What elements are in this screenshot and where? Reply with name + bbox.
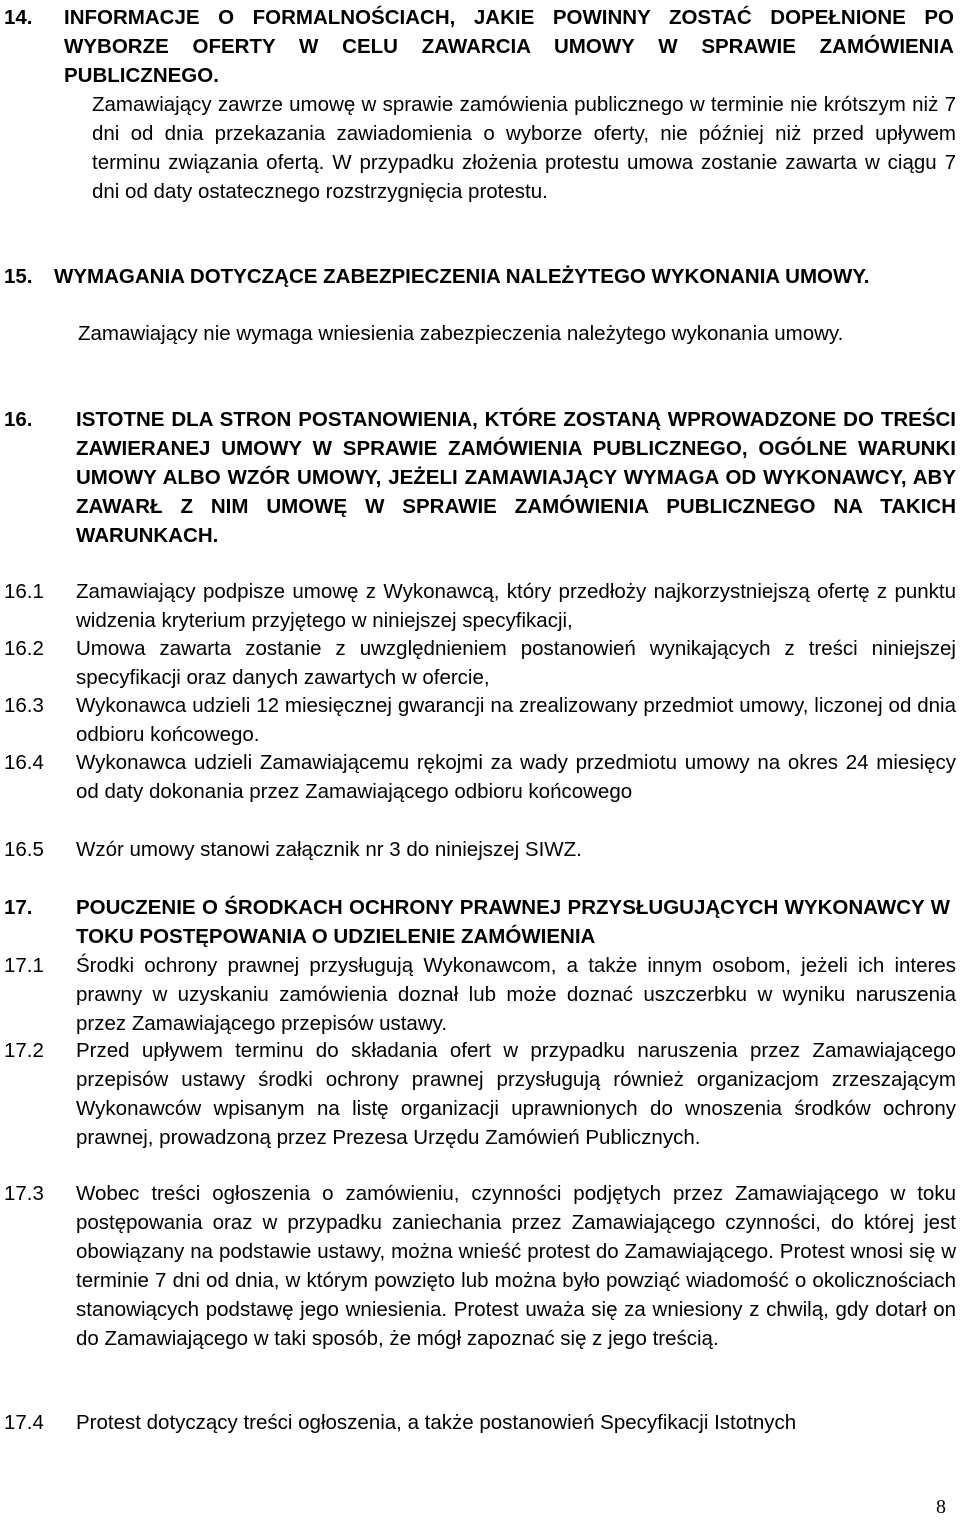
section-number: 14. bbox=[4, 6, 33, 29]
section-14-heading bbox=[0, 3, 960, 90]
page-number: 8 bbox=[936, 1496, 946, 1518]
item-number: 16.2 bbox=[4, 637, 44, 660]
section-title: WYMAGANIA DOTYCZĄCE ZABEZPIECZENIA NALEŻYTEGO WYKONANIA UMOWY. bbox=[54, 265, 870, 288]
item-number: 16.1 bbox=[4, 580, 44, 603]
item-number: 16.5 bbox=[4, 838, 44, 861]
section-title: INFORMACJE O FORMALNOŚCIACH, JAKIE POWINNY ZOSTAĆ DOPEŁNIONE PO WYBORZE OFERTY W CELU ZAWARCIA UMOWY W SPRAWIE ZAMÓWIENIA PUBLICZNEGO. bbox=[64, 6, 954, 87]
item-text: Przed upływem terminu do składania ofert w przypadku naruszenia przez Zamawiającego przepisów ustawy środki ochrony prawnej przysługują również organizacjom zrzeszającym Wykonawców wpisanym na listę organizacji uprawnionych do wnoszenia środków ochrony prawnej, prowadzoną przez Prezesa Urzędu Zamówień Publicznych. bbox=[76, 1039, 956, 1149]
section-15-heading bbox=[0, 262, 960, 291]
item-text: Wzór umowy stanowi załącznik nr 3 do niniejszej SIWZ. bbox=[76, 838, 582, 861]
item-text: Umowa zawarta zostanie z uwzględnieniem postanowień wynikających z treści niniejszej specyfikacji oraz danych zawartych w ofercie, bbox=[76, 637, 956, 689]
section-number: 15. bbox=[4, 265, 33, 288]
item-text: Wykonawca udzieli 12 miesięcznej gwarancji na zrealizowany przedmiot umowy, liczonej od dnia odbioru końcowego. bbox=[76, 694, 956, 746]
section-title: POUCZENIE O ŚRODKACH OCHRONY PRAWNEJ PRZYSŁUGUJĄCYCH WYKONAWCY W TOKU POSTĘPOWANIA O UDZIELENIE ZAMÓWIENIA bbox=[76, 896, 950, 948]
item-text: Protest dotyczący treści ogłoszenia, a także postanowień Specyfikacji Istotnych bbox=[76, 1411, 797, 1434]
section-15-body: Zamawiający nie wymaga wniesienia zabezpieczenia należytego wykonania umowy. bbox=[78, 322, 844, 345]
item-number: 17.2 bbox=[4, 1039, 44, 1062]
section-number: 17. bbox=[4, 896, 33, 919]
section-title: ISTOTNE DLA STRON POSTANOWIENIA, KTÓRE ZOSTANĄ WPROWADZONE DO TREŚCI ZAWIERANEJ UMOWY W SPRAWIE ZAMÓWIENIA PUBLICZNEGO, OGÓLNE WARUNKI UMOWY ALBO WZÓR UMOWY, JEŻELI ZAMAWIAJĄCY WYMAGA OD WYKONAWCY, ABY ZAWARŁ Z NIM UMOWĘ W SPRAWIE ZAMÓWIENIA PUBLICZNEGO NA TAKICH WARUNKACH. bbox=[76, 408, 956, 547]
item-number: 17.1 bbox=[4, 954, 44, 977]
item-text: Wykonawca udzieli Zamawiającemu rękojmi za wady przedmiotu umowy na okres 24 miesięcy od daty dokonania przez Zamawiającego odbioru końcowego bbox=[76, 751, 956, 803]
item-number: 16.4 bbox=[4, 751, 44, 774]
item-number: 16.3 bbox=[4, 694, 44, 717]
section-17-heading bbox=[0, 893, 960, 951]
item-number: 17.4 bbox=[4, 1411, 44, 1434]
section-number: 16. bbox=[4, 408, 33, 431]
item-text: Wobec treści ogłoszenia o zamówieniu, czynności podjętych przez Zamawiającego w toku postępowania oraz w przypadku zaniechania przez Zamawiającego czynności, do której jest obowiązany na podstawie ustawy, można wnieść protest do Zamawiającego. Protest wnosi się w terminie 7 dni od dnia, w którym powzięto lub można było powziąć wiadomość o okolicznościach stanowiących podstawę jego wniesienia. Protest uważa się za wniesiony z chwilą, gdy dotarł on do Zamawiającego w taki sposób, że mógł zapoznać się z jego treścią. bbox=[76, 1182, 956, 1350]
item-text: Środki ochrony prawnej przysługują Wykonawcom, a także innym osobom, jeżeli ich interes prawny w uzyskaniu zamówienia doznał lub może doznać uszczerbku w wyniku naruszenia przez Zamawiającego przepisów ustawy. bbox=[76, 954, 956, 1035]
section-14-body: Zamawiający zawrze umowę w sprawie zamówienia publicznego w terminie nie krótszym niż 7 dni od dnia przekazania zawiadomienia o wyborze oferty, nie później niż przed upływem terminu związania ofertą. W przypadku złożenia protestu umowa zostanie zawarta w ciągu 7 dni od daty ostatecznego rozstrzygnięcia protestu. bbox=[92, 93, 956, 203]
item-number: 17.3 bbox=[4, 1182, 44, 1205]
item-text: Zamawiający podpisze umowę z Wykonawcą, który przedłoży najkorzystniejszą ofertę z punktu widzenia kryterium przyjętego w niniejszej specyfikacji, bbox=[76, 580, 956, 632]
section-16-heading bbox=[0, 405, 960, 550]
